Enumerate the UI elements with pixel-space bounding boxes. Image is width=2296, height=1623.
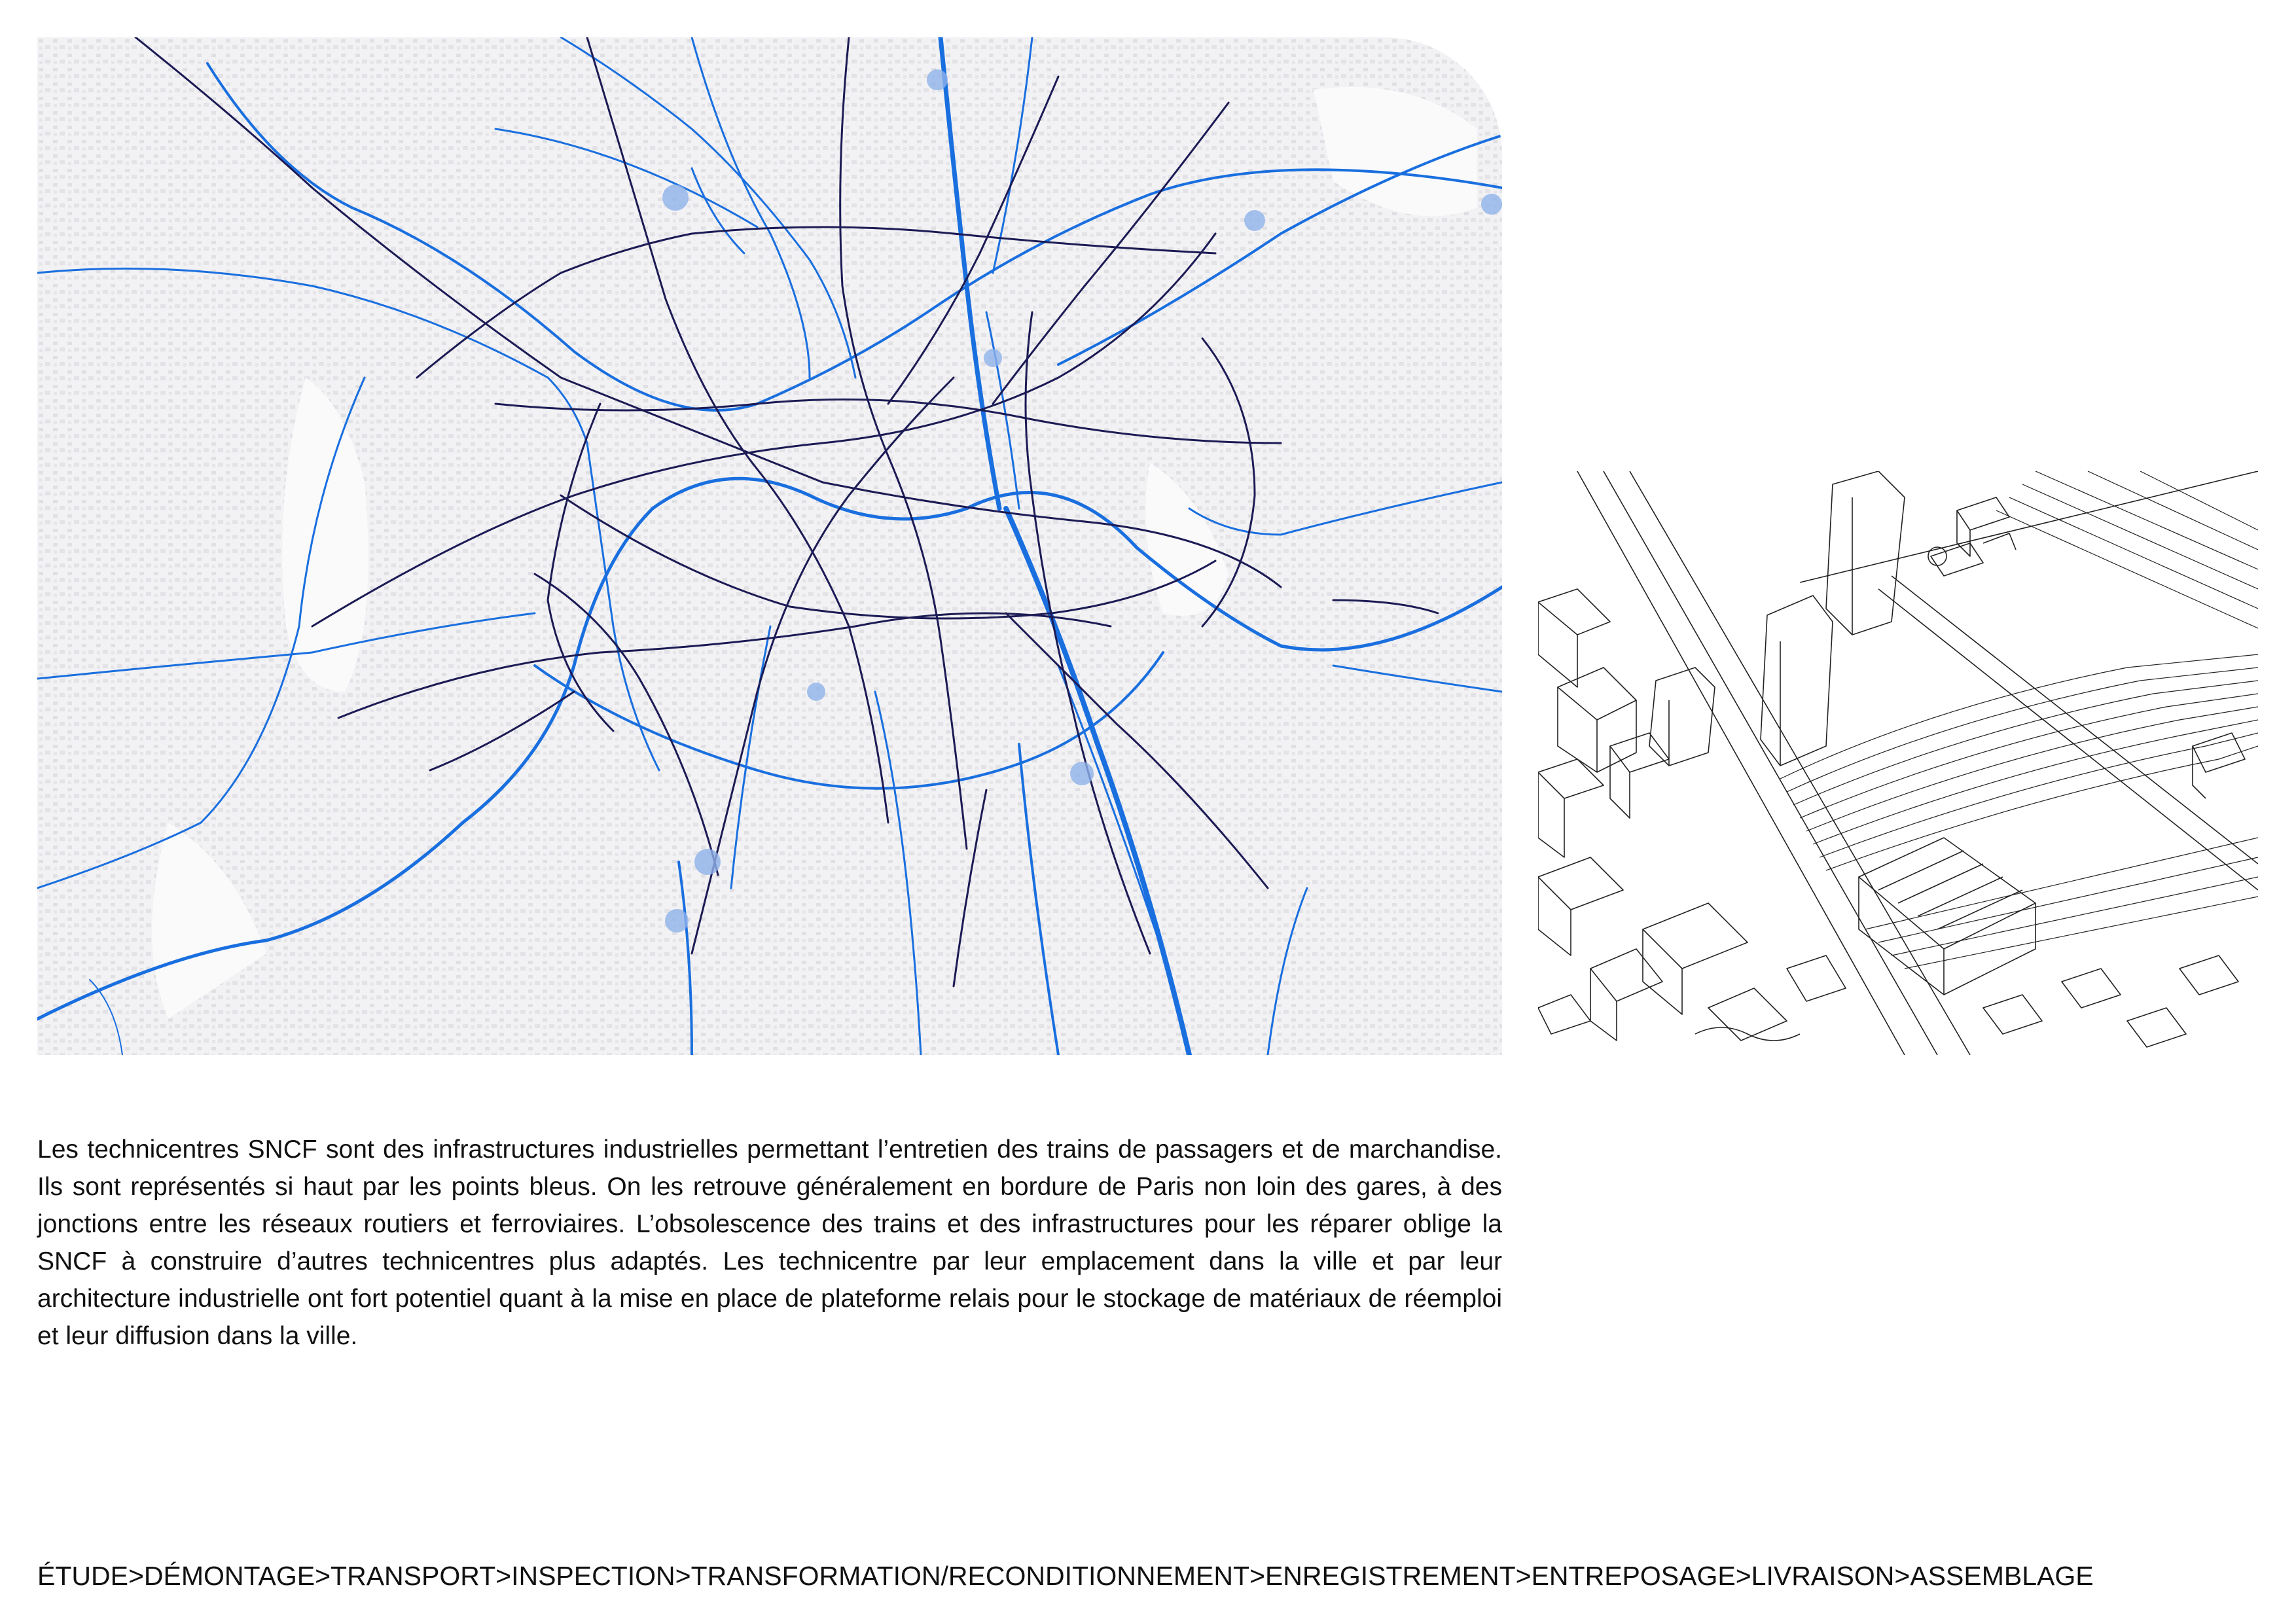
technicentre-dot	[694, 849, 721, 875]
technicentre-dot	[927, 69, 948, 90]
technicentre-dot	[1244, 210, 1265, 231]
bridge	[1878, 576, 2258, 890]
description-paragraph: Les technicentres SNCF sont des infrastructures industrielles permettant l’entretien des trains de passagers et de marchandise. Ils sont représentés si haut par les points bleus. On les retrouve généralement en bordure de Paris non loin des gares, à des jonctions entre les réseaux routiers et ferroviaires. L’obsolescence des trains et des infrastructures pour les réparer oblige la SNCF à construire d’autres technicentres plus adaptés. Les technicentre par leur emplacement dans la ville et par leur architecture industrielle ont fort potentiel quant à la mise en place de plateforme relais pour le stockage de matériaux de réemploi et leur diffusion dans la ville.	[37, 1135, 1502, 1350]
urban-blocks-left	[1538, 589, 1669, 1041]
technicentre-dot	[1070, 762, 1094, 785]
depot-top-right	[1928, 497, 2016, 576]
technicentre-dot	[662, 185, 689, 211]
process-chain: ÉTUDE>DÉMONTAGE>TRANSPORT>INSPECTION>TRANSFORMATION/RECONDITIONNEMENT>ENREGISTREMENT>ENTREPOSAGE>LIVRAISON>ASSEMBLAGE	[37, 1561, 2094, 1591]
technicentre-dot	[665, 909, 689, 933]
urban-texture	[37, 37, 1502, 1055]
technicentre-building	[1859, 838, 2036, 995]
technicentre-dot	[984, 349, 1002, 367]
technicentre-axonometric	[1538, 471, 2258, 1055]
paris-network-map	[37, 37, 1502, 1055]
map-canvas	[37, 37, 1502, 1055]
technicentre-dot	[807, 683, 825, 701]
elevated-road	[1577, 471, 2258, 1055]
technicentre-dot	[1481, 194, 1502, 215]
urban-blocks-bottom	[1643, 733, 2245, 1047]
axonometric-drawing	[1538, 471, 2258, 1055]
